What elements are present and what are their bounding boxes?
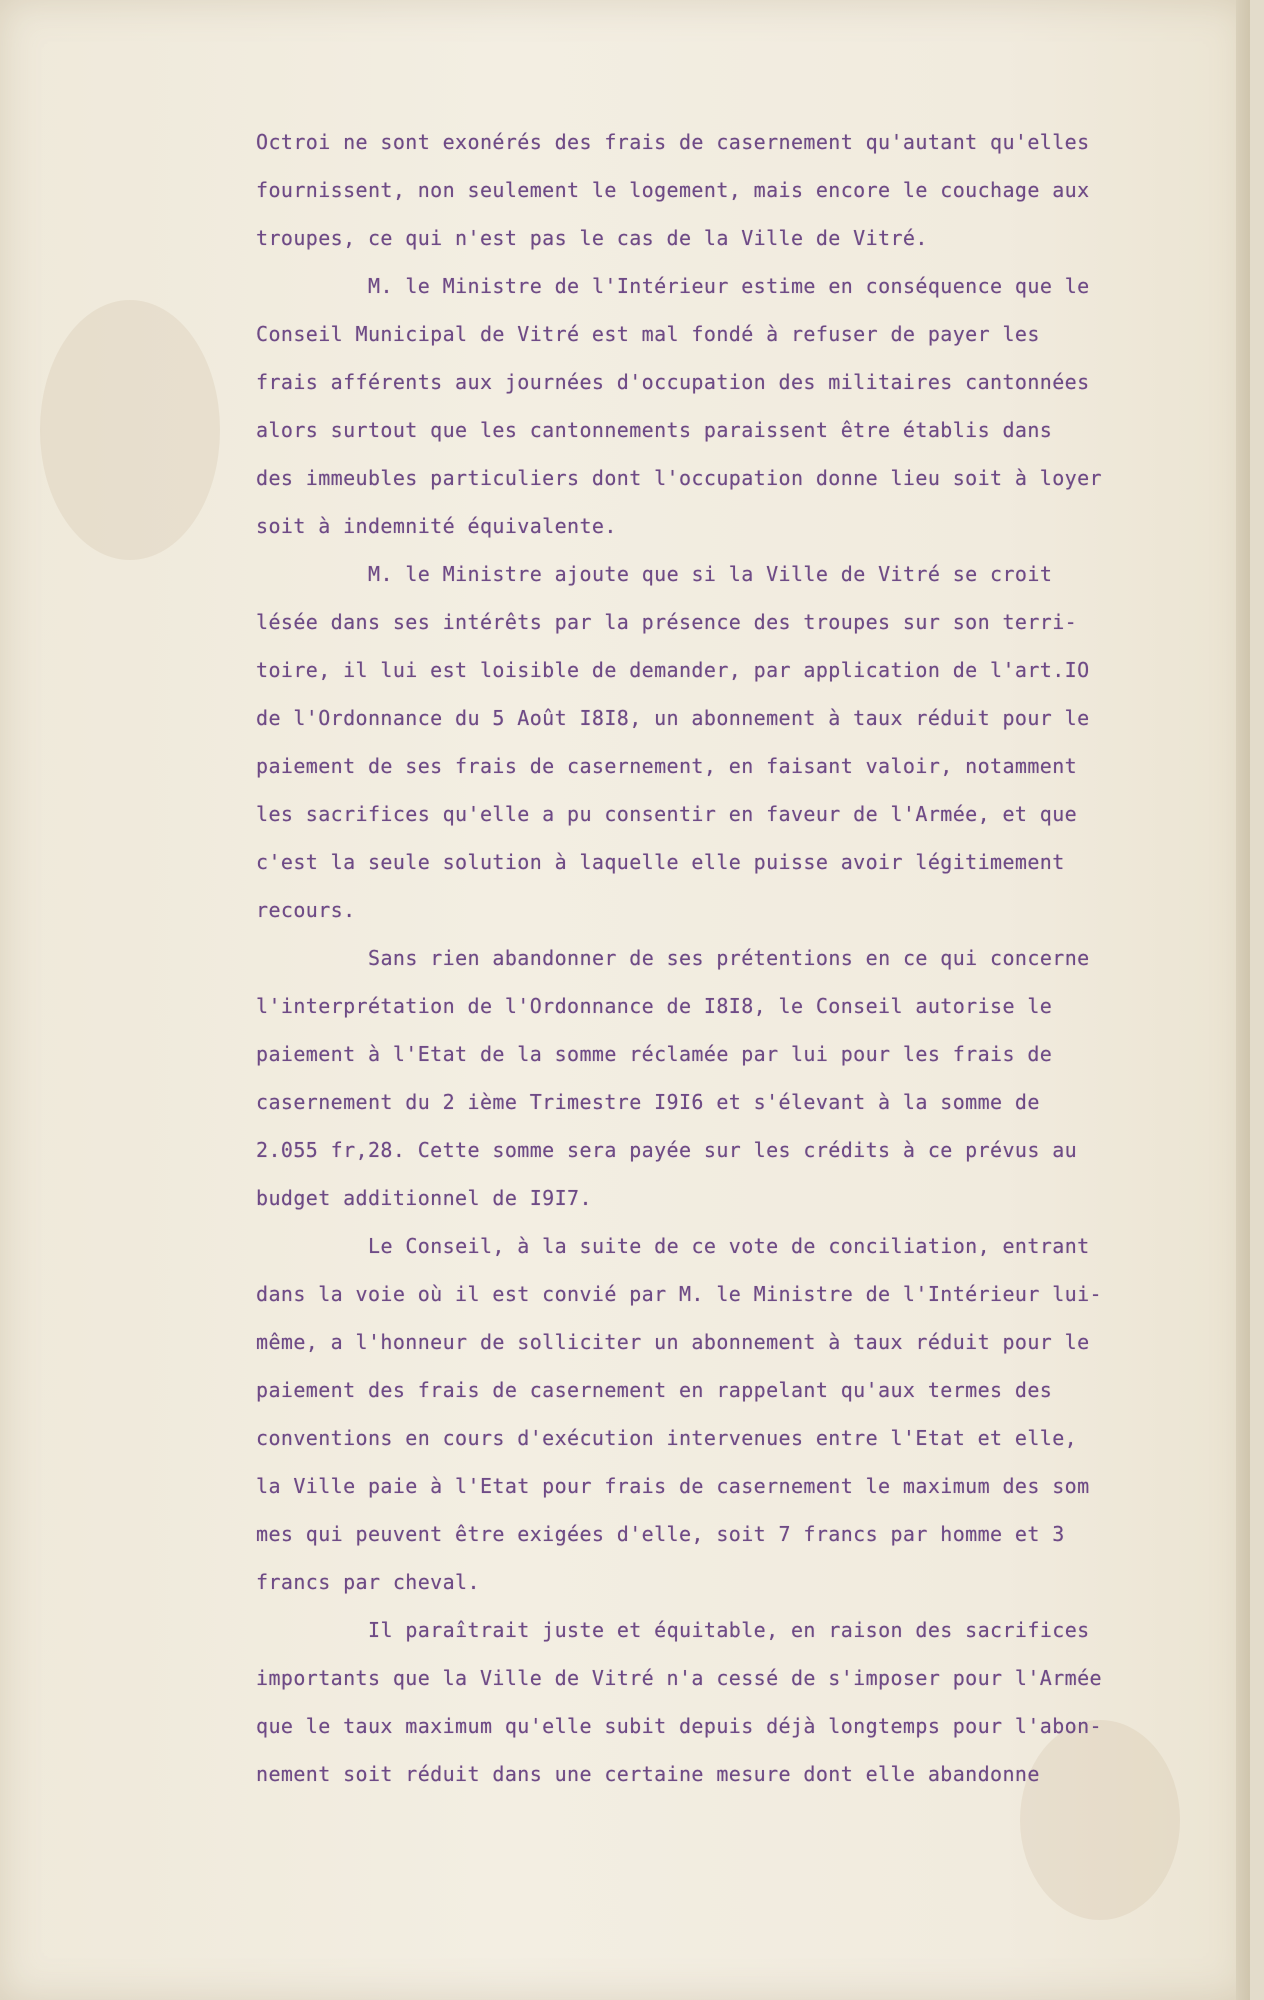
text-line: que le taux maximum qu'elle subit depuis déjà longtemps pour l'abon- xyxy=(256,1714,1102,1738)
text-line: 2.055 fr,28. Cette somme sera payée sur les crédits à ce prévus au xyxy=(256,1138,1078,1162)
text-line: M. le Ministre de l'Intérieur estime en conséquence que le xyxy=(368,274,1090,298)
text-line: casernement du 2 ième Trimestre I9I6 et s'élevant à la somme de xyxy=(256,1090,1040,1114)
text-line: mes qui peuvent être exigées d'elle, soit 7 francs par homme et 3 xyxy=(256,1522,1065,1546)
text-line: nement soit réduit dans une certaine mesure dont elle abandonne xyxy=(256,1762,1040,1786)
text-line: Sans rien abandonner de ses prétentions en ce qui concerne xyxy=(368,946,1090,970)
text-line: importants que la Ville de Vitré n'a cessé de s'imposer pour l'Armée xyxy=(256,1666,1102,1690)
text-line: recours. xyxy=(256,898,356,922)
text-line: Il paraîtrait juste et équitable, en raison des sacrifices xyxy=(368,1618,1090,1642)
text-line: francs par cheval. xyxy=(256,1570,480,1594)
text-line: même, a l'honneur de solliciter un abonnement à taux réduit pour le xyxy=(256,1330,1090,1354)
text-line: fournissent, non seulement le logement, mais encore le couchage aux xyxy=(256,178,1090,202)
text-line: paiement des frais de casernement en rappelant qu'aux termes des xyxy=(256,1378,1053,1402)
paper-edge xyxy=(1236,0,1250,2000)
text-line: paiement de ses frais de casernement, en faisant valoir, notamment xyxy=(256,754,1078,778)
text-line: dans la voie où il est convié par M. le Ministre de l'Intérieur lui- xyxy=(256,1282,1102,1306)
text-line: c'est la seule solution à laquelle elle puisse avoir légitimement xyxy=(256,850,1065,874)
text-line: l'interprétation de l'Ordonnance de I8I8, le Conseil autorise le xyxy=(256,994,1053,1018)
text-line: Le Conseil, à la suite de ce vote de conciliation, entrant xyxy=(368,1234,1090,1258)
text-line: des immeubles particuliers dont l'occupation donne lieu soit à loyer xyxy=(256,466,1102,490)
paper-stain xyxy=(40,300,220,560)
text-line: troupes, ce qui n'est pas le cas de la Ville de Vitré. xyxy=(256,226,928,250)
text-line: soit à indemnité équivalente. xyxy=(256,514,617,538)
text-line: budget additionnel de I9I7. xyxy=(256,1186,592,1210)
text-line: la Ville paie à l'Etat pour frais de casernement le maximum des som xyxy=(256,1474,1090,1498)
text-line: Octroi ne sont exonérés des frais de casernement qu'autant qu'elles xyxy=(256,130,1090,154)
text-line: frais afférents aux journées d'occupation des militaires cantonnées xyxy=(256,370,1090,394)
text-line: toire, il lui est loisible de demander, par application de l'art.IO xyxy=(256,658,1090,682)
text-line: les sacrifices qu'elle a pu consentir en faveur de l'Armée, et que xyxy=(256,802,1078,826)
text-line: paiement à l'Etat de la somme réclamée par lui pour les frais de xyxy=(256,1042,1053,1066)
text-line: conventions en cours d'exécution intervenues entre l'Etat et elle, xyxy=(256,1426,1078,1450)
typed-letter-body xyxy=(256,118,1236,1798)
text-line: lésée dans ses intérêts par la présence des troupes sur son terri- xyxy=(256,610,1078,634)
text-line: de l'Ordonnance du 5 Août I8I8, un abonnement à taux réduit pour le xyxy=(256,706,1090,730)
text-line: M. le Ministre ajoute que si la Ville de Vitré se croit xyxy=(368,562,1053,586)
text-line: Conseil Municipal de Vitré est mal fondé à refuser de payer les xyxy=(256,322,1040,346)
text-line: alors surtout que les cantonnements paraissent être établis dans xyxy=(256,418,1053,442)
